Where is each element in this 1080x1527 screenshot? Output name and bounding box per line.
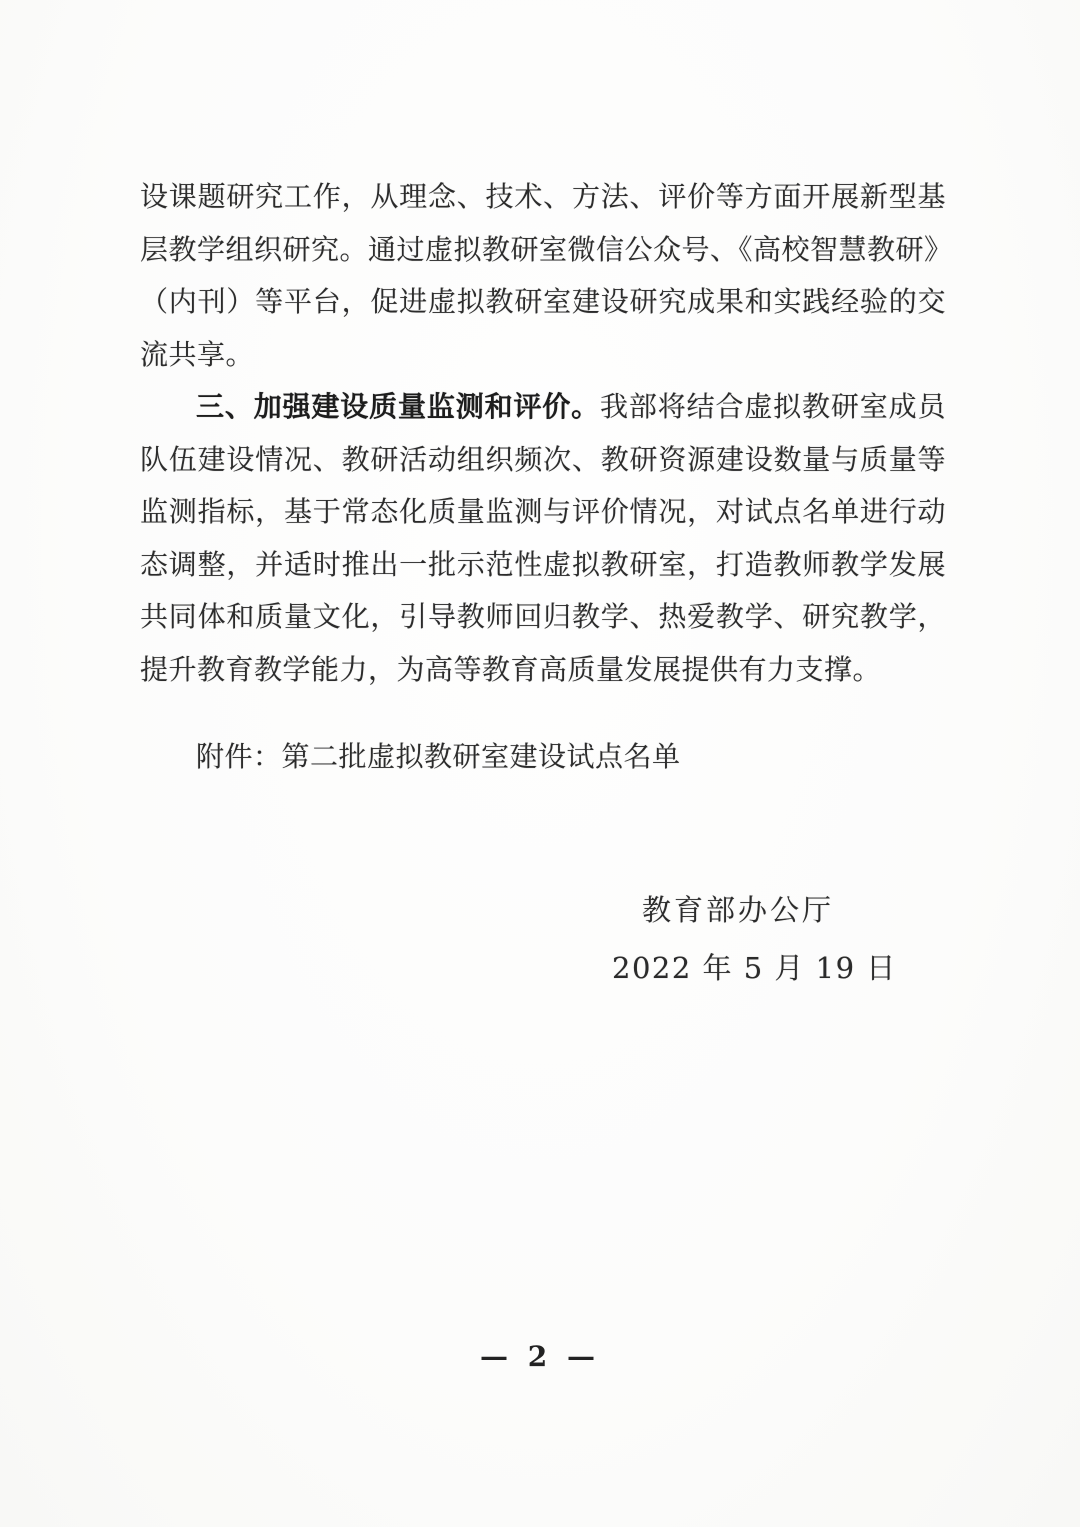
page-number: — 2 — [480,1340,600,1373]
issue-date: 2022 年 5 月 19 日 [612,951,897,985]
section3-heading-line [140,381,946,434]
section3-line-2: 队伍建设情况、教研活动组织频次、教研资源建设数量与质量等 [140,442,946,476]
paragraph1-line-2: 层教学组织研究。通过虚拟教研室微信公众号、《高校智慧教研》 [140,232,953,266]
section3-lead-text: 我部将结合虚拟教研室成员 [600,390,946,423]
section3-line-4: 态调整，并适时推出一批示范性虚拟教研室，打造教师教学发展 [140,547,946,581]
document-body [140,171,953,696]
section3-line-3: 监测指标，基于常态化质量监测与评价情况，对试点名单进行动 [140,495,946,528]
section3-heading: 三、加强建设质量监测和评价。 [196,390,601,423]
section3-line-6: 提升教育教学能力，为高等教育高质量发展提供有力支撑。 [140,652,882,686]
attachment-line: 附件：第二批虚拟教研室建设试点名单 [196,740,681,773]
issuer-signature: 教育部办公厅 [642,893,835,927]
paragraph1-line-3: （内刊）等平台，促进虚拟教研室建设研究成果和实践经验的交 [140,285,946,318]
section3-line-5: 共同体和质量文化，引导教师回归教学、热爱教学、研究教学， [140,600,946,633]
paragraph1-line-1: 设课题研究工作，从理念、技术、方法、评价等方面开展新型基 [140,180,946,213]
paragraph1-line-4: 流共享。 [140,337,255,371]
